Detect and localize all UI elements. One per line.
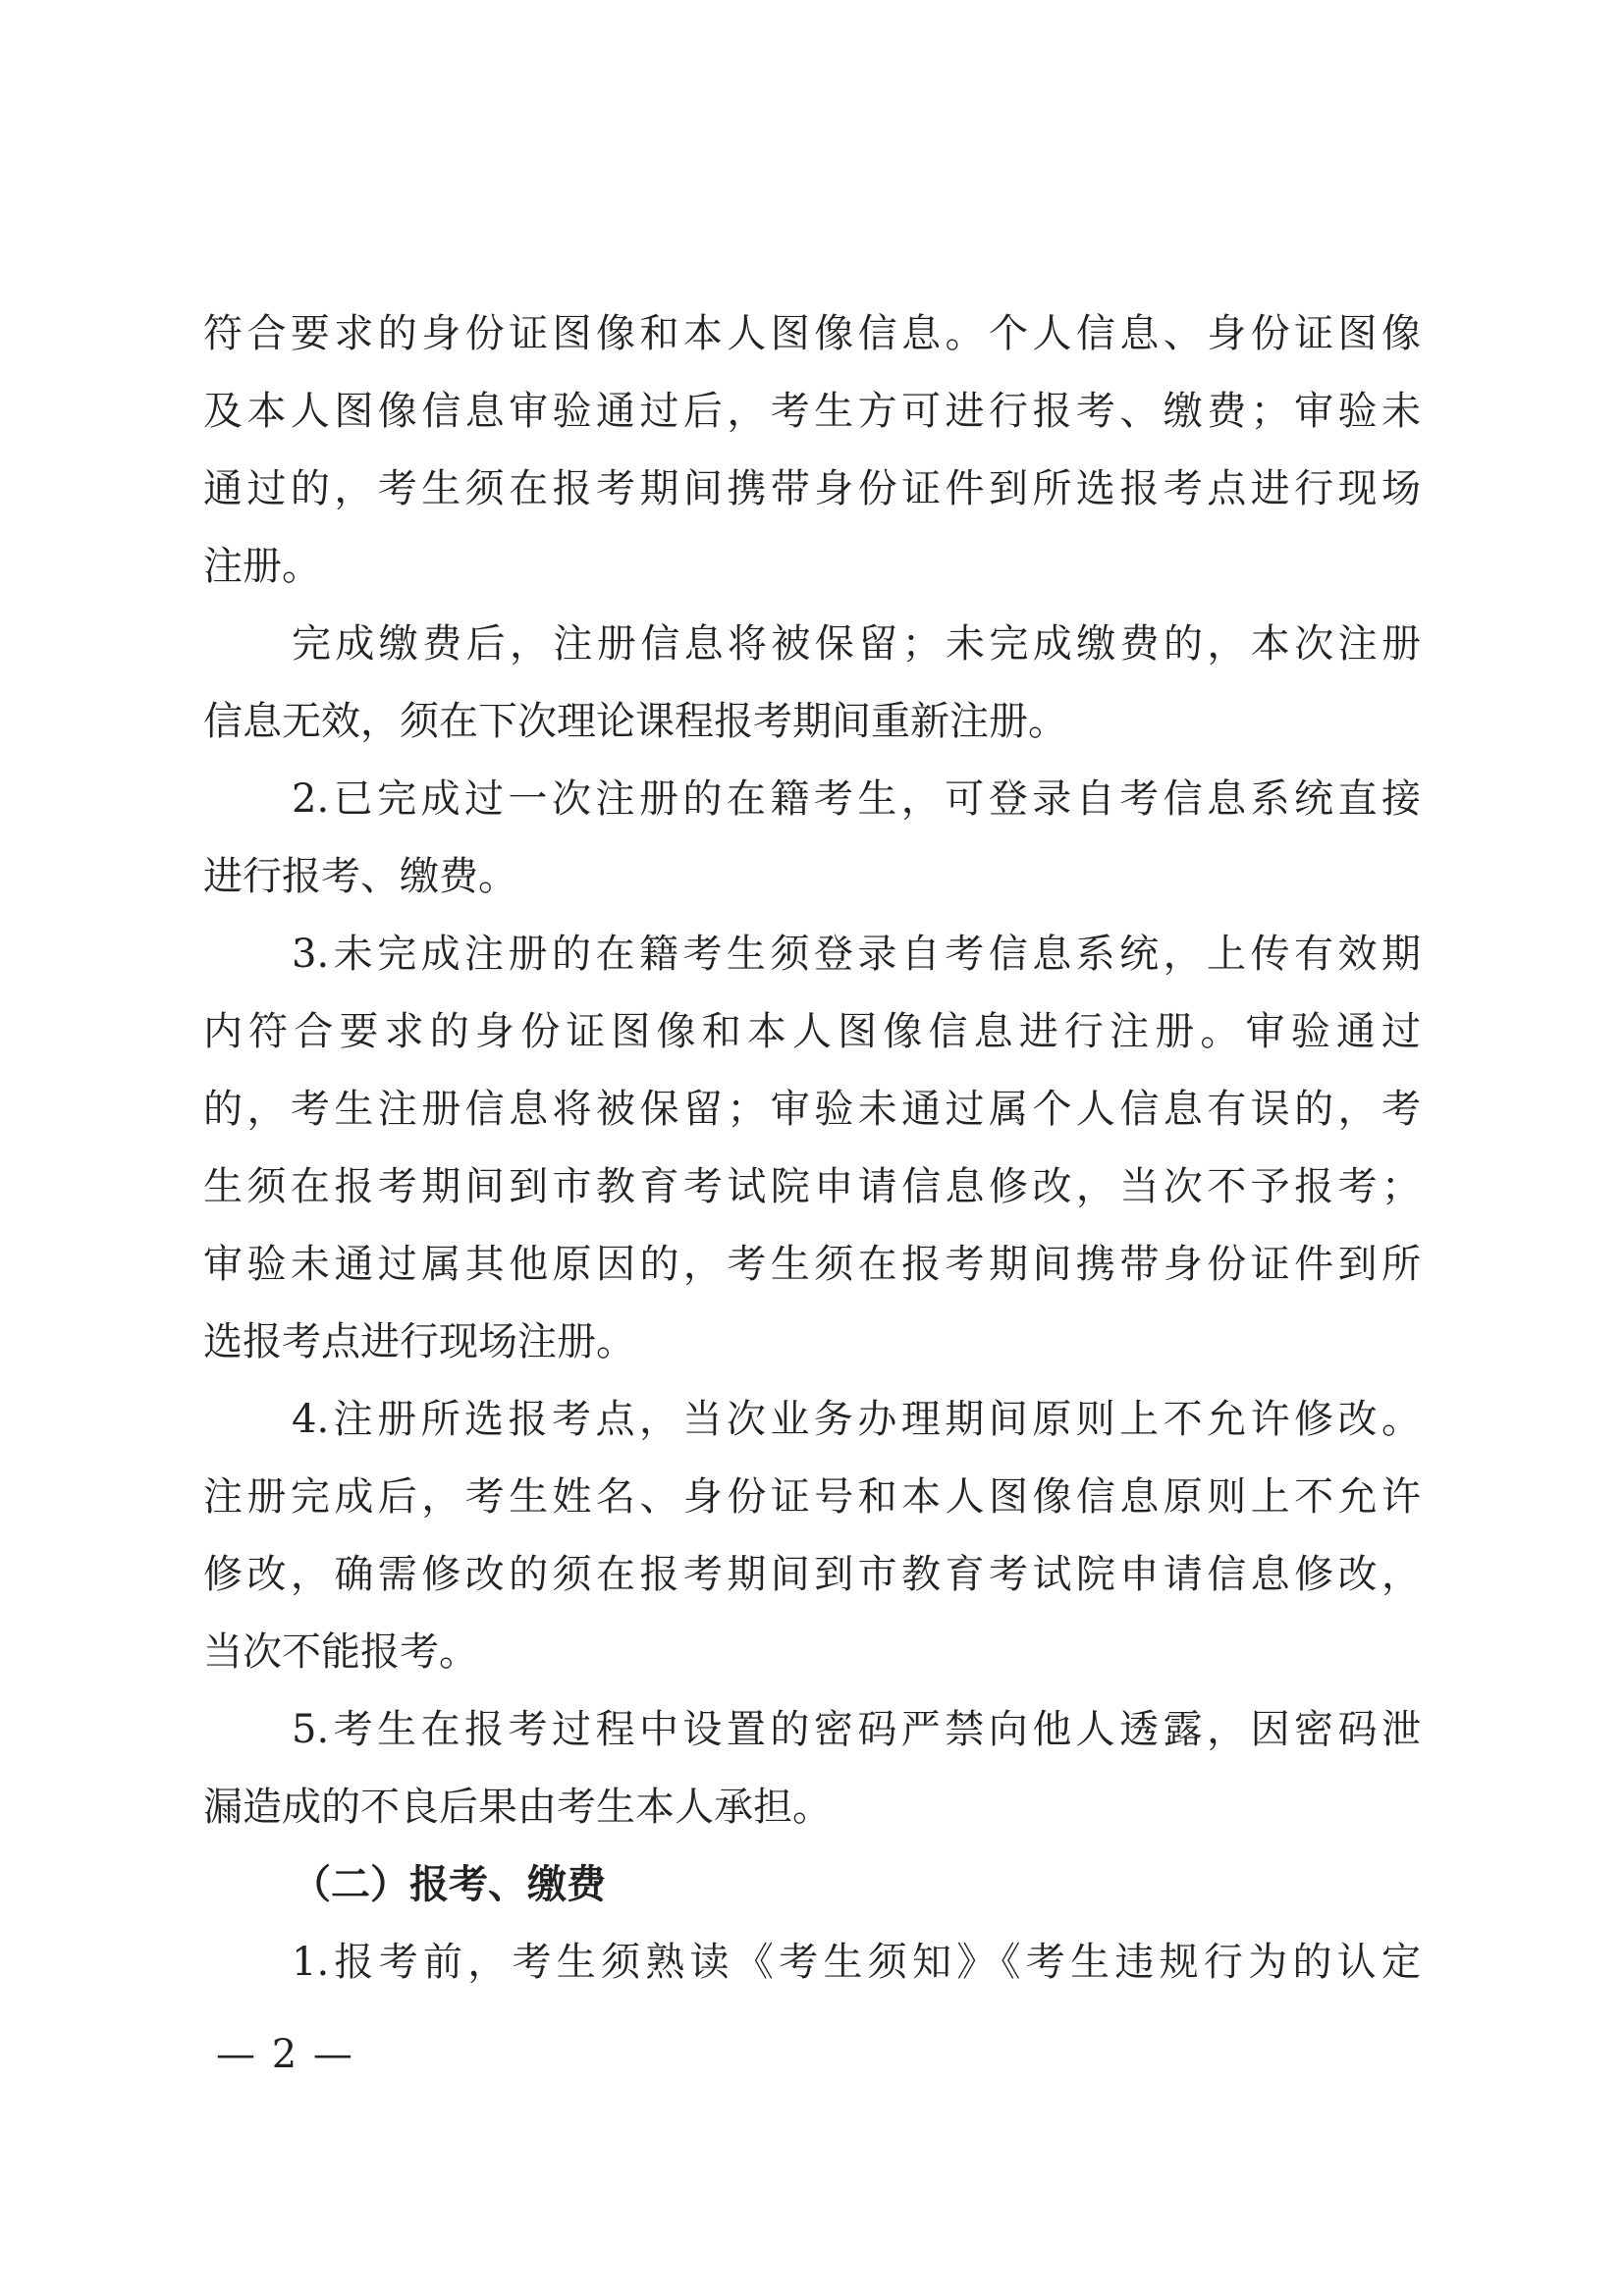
text-line: 生须在报考期间到市教育考试院申请信息修改，当次不予报考； — [203, 1164, 1421, 1209]
text-line: 通过的，考生须在报考期间携带身份证件到所选报考点进行现场 — [203, 466, 1421, 511]
text-line: 漏造成的不良后果由考生本人承担。 — [203, 1785, 832, 1830]
text-line: 选报考点进行现场注册。 — [203, 1319, 635, 1364]
paragraph-start-line: 完成缴费后，注册信息将被保留；未完成缴费的，本次注册 — [292, 621, 1421, 667]
text-line: 符合要求的身份证图像和本人图像信息。个人信息、身份证图像 — [203, 311, 1421, 356]
section-heading: （二）报考、缴费 — [292, 1862, 606, 1907]
body-text — [203, 295, 1421, 2002]
text-line: 及本人图像信息审验通过后，考生方可进行报考、缴费；审验未 — [203, 389, 1421, 434]
text-line: 当次不能报考。 — [203, 1629, 478, 1675]
text-line: 内符合要求的身份证图像和本人图像信息进行注册。审验通过 — [203, 1009, 1421, 1054]
text-line: 审验未通过属其他原因的，考生须在报考期间携带身份证件到所 — [203, 1242, 1421, 1287]
item-5-line: 5.考生在报考过程中设置的密码严禁向他人透露，因密码泄 — [292, 1707, 1421, 1752]
item-3-line: 3.未完成注册的在籍考生须登录自考信息系统，上传有效期 — [292, 932, 1421, 977]
text-line: 修改，确需修改的须在报考期间到市教育考试院申请信息修改， — [203, 1552, 1421, 1597]
text-line: 注册完成后，考生姓名、身份证号和本人图像信息原则上不允许 — [203, 1474, 1421, 1520]
text-line: 的，考生注册信息将被保留；审验未通过属个人信息有误的，考 — [203, 1087, 1421, 1132]
item-4-line: 4.注册所选报考点，当次业务办理期间原则上不允许修改。 — [292, 1397, 1421, 1442]
page-number: — 2 — — [216, 2032, 354, 2077]
text-line: 进行报考、缴费。 — [203, 854, 517, 899]
item-1-line: 1.报考前，考生须熟读《考生须知》《考生违规行为的认定 — [292, 1940, 1421, 1985]
text-line: 信息无效，须在下次理论课程报考期间重新注册。 — [203, 699, 1067, 744]
text-line: 注册。 — [203, 544, 321, 589]
item-2-line: 2.已完成过一次注册的在籍考生，可登录自考信息系统直接 — [292, 776, 1421, 822]
